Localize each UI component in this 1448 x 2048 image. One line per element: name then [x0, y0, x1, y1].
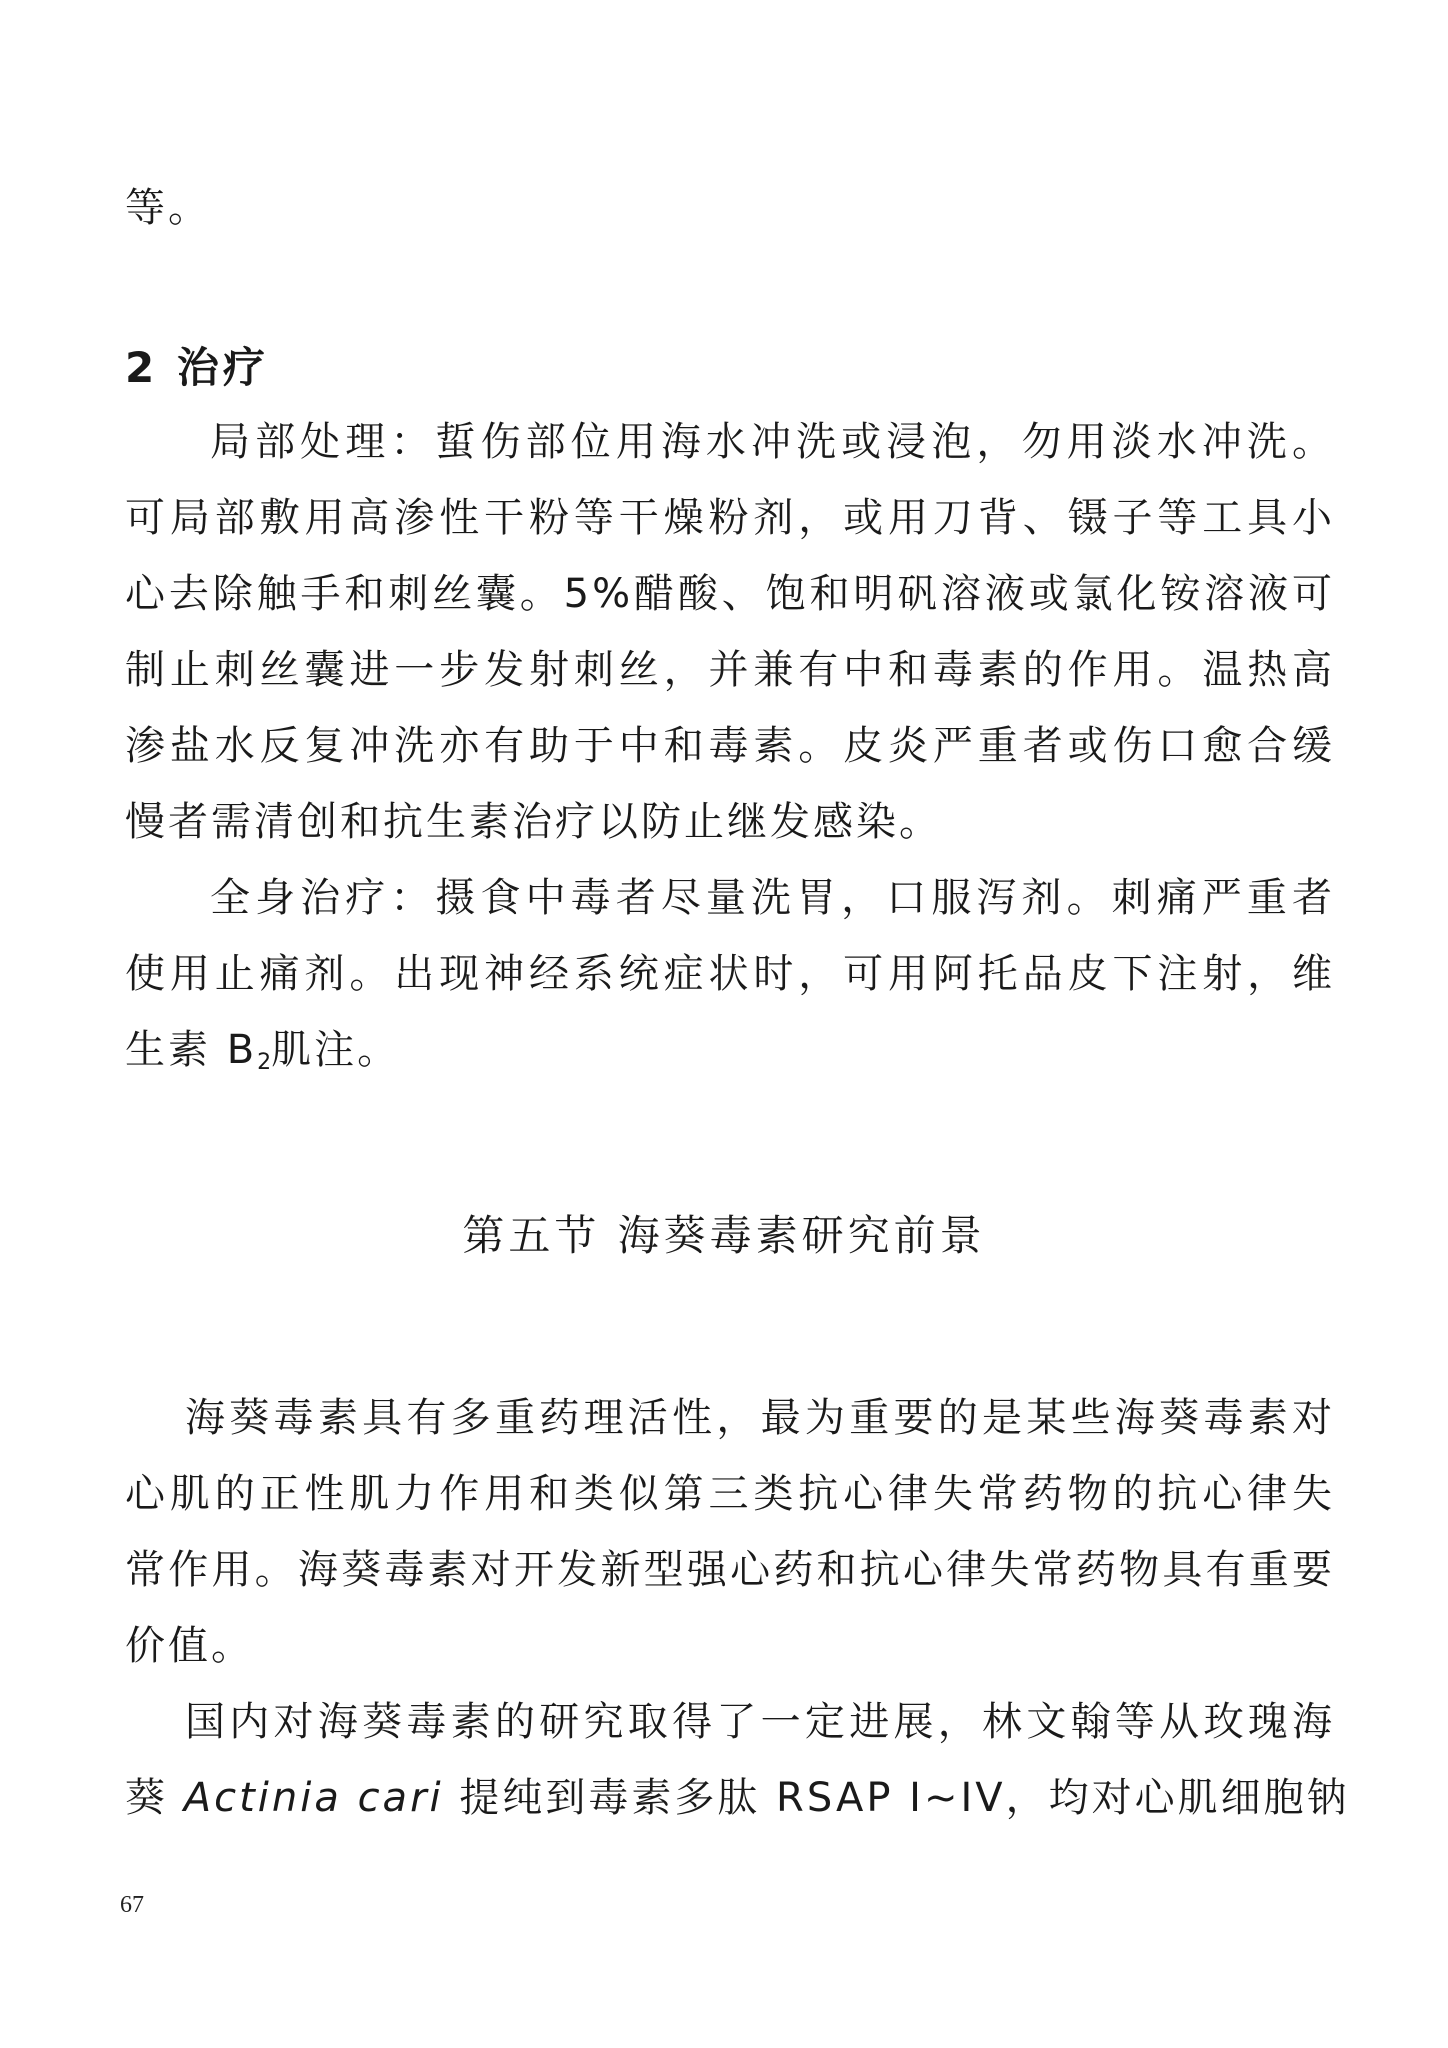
local-treatment-line-5: 渗盐水反复冲洗亦有助于中和毒素。皮炎严重者或伤口愈合缓 — [125, 723, 1335, 769]
systemic-last-suffix: 肌注。 — [271, 1027, 401, 1073]
prospect-line-3: 常作用。海葵毒素对开发新型强心药和抗心律失常药物具有重要 — [125, 1547, 1335, 1593]
prospect-line-4: 价值。 — [125, 1623, 254, 1669]
prospect-line-1: 海葵毒素具有多重药理活性，最为重要的是某些海葵毒素对 — [185, 1395, 1335, 1441]
intro-tail-text: 等。 — [125, 185, 211, 231]
systemic-treatment-line-1: 全身治疗：摄食中毒者尽量洗胃，口服泻剂。刺痛严重者 — [210, 875, 1335, 921]
species-name: Actinia cari — [183, 1775, 444, 1821]
research-line-1: 国内对海葵毒素的研究取得了一定进展，林文翰等从玫瑰海 — [185, 1699, 1335, 1745]
page-number: 67 — [120, 1892, 144, 1918]
section-title: 第五节 海葵毒素研究前景 — [462, 1211, 986, 1260]
local-treatment-line-6: 慢者需清创和抗生素治疗以防止继发感染。 — [125, 799, 942, 845]
systemic-treatment-line-2: 使用止痛剂。出现神经系统症状时，可用阿托品皮下注射，维 — [125, 951, 1335, 997]
research-line-2-prefix: 葵 — [125, 1775, 184, 1821]
vitamin-subscript: 2 — [257, 1050, 272, 1075]
local-treatment-line-3: 心去除触手和刺丝囊。5%醋酸、饱和明矾溶液或氯化铵溶液可 — [125, 571, 1335, 617]
local-treatment-line-2: 可局部敷用高渗性干粉等干燥粉剂，或用刀背、镊子等工具小 — [125, 495, 1335, 541]
local-treatment-line-4: 制止刺丝囊进一步发射刺丝，并兼有中和毒素的作用。温热高 — [125, 647, 1335, 693]
systemic-treatment-line-3 — [125, 1022, 1335, 1091]
prospect-line-2: 心肌的正性肌力作用和类似第三类抗心律失常药物的抗心律失 — [125, 1471, 1335, 1517]
systemic-last-prefix: 生素 B — [125, 1027, 258, 1073]
local-treatment-line-1: 局部处理：蜇伤部位用海水冲洗或浸泡，勿用淡水冲洗。 — [210, 419, 1335, 465]
research-line-2-suffix: 提纯到毒素多肽 RSAP I~IV，均对心肌细胞钠 — [443, 1775, 1350, 1821]
treatment-heading: 2 治疗 — [125, 343, 269, 392]
research-line-2 — [125, 1770, 1350, 1826]
